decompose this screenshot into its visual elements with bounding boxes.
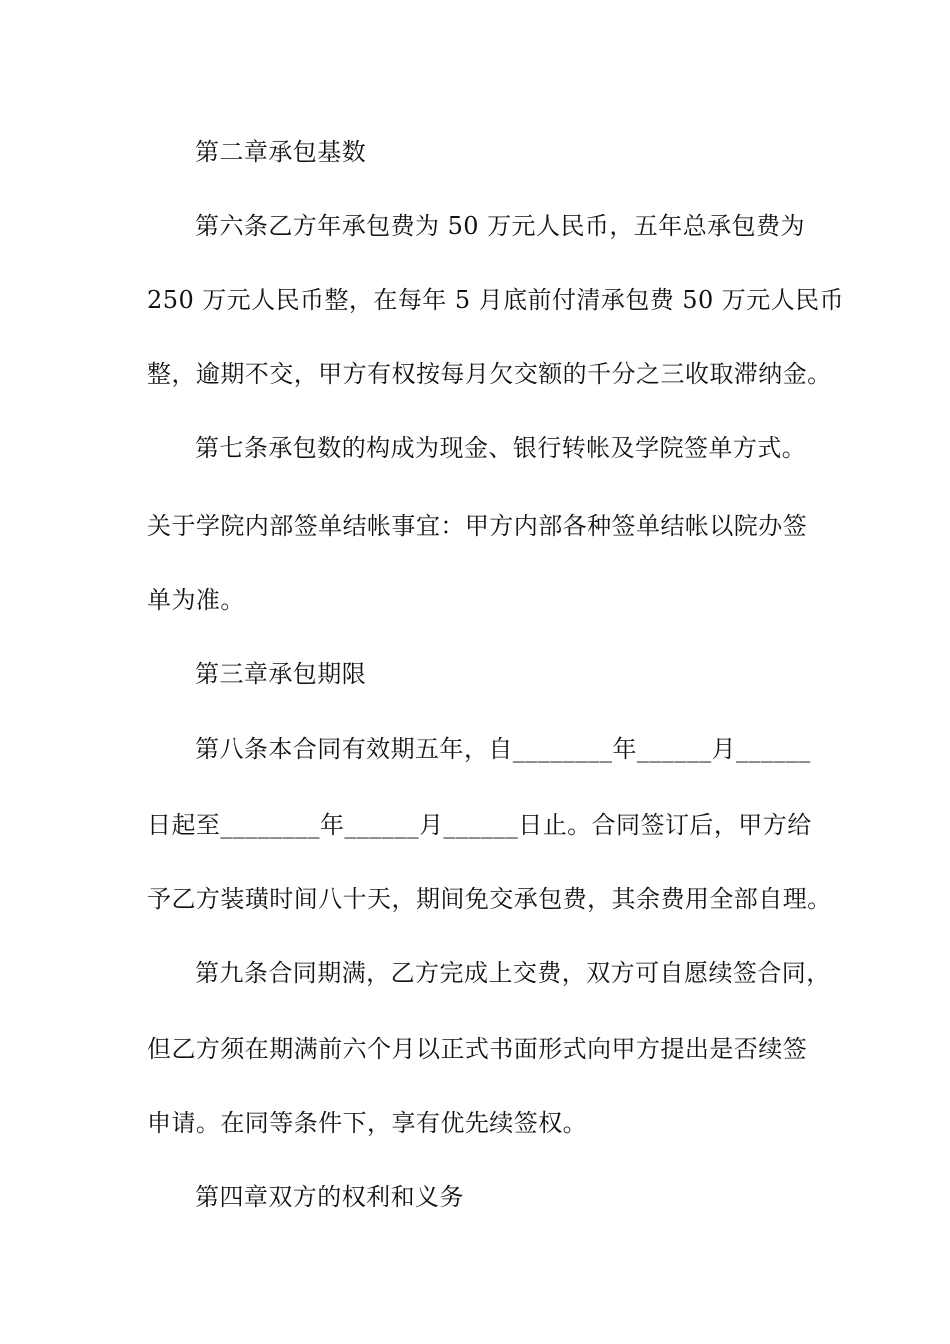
chapter-4-heading: 第四章双方的权利和义务 [195,1183,464,1211]
article-8-line-3: 予乙方装璜时间八十天，期间免交承包费，其余费用全部自理。 [147,885,832,913]
article-8-line-2: 日起至________年______月______日止。合同签订后，甲方给 [147,811,812,839]
article-8-line-1: 第八条本合同有效期五年，自________年______月______ [195,735,811,763]
article-7-line-1: 第七条承包数的构成为现金、银行转帐及学院签单方式。 [195,434,807,462]
article-6-line-1: 第六条乙方年承包费为 50 万元人民币，五年总承包费为 [195,212,805,240]
article-9-line-3: 申请。在同等条件下，享有优先续签权。 [147,1109,588,1137]
article-6-line-3: 整，逾期不交，甲方有权按每月欠交额的千分之三收取滞纳金。 [147,360,832,388]
article-7-line-3: 单为准。 [147,586,245,614]
chapter-3-heading: 第三章承包期限 [195,660,367,688]
article-9-line-2: 但乙方须在期满前六个月以正式书面形式向甲方提出是否续签 [147,1035,808,1063]
article-6-line-2: 250 万元人民币整，在每年 5 月底前付清承包费 50 万元人民币 [147,286,845,314]
article-9-line-1: 第九条合同期满，乙方完成上交费，双方可自愿续签合同， [195,959,831,987]
article-7-line-2: 关于学院内部签单结帐事宜：甲方内部各种签单结帐以院办签 [147,512,808,540]
chapter-2-heading: 第二章承包基数 [195,138,367,166]
